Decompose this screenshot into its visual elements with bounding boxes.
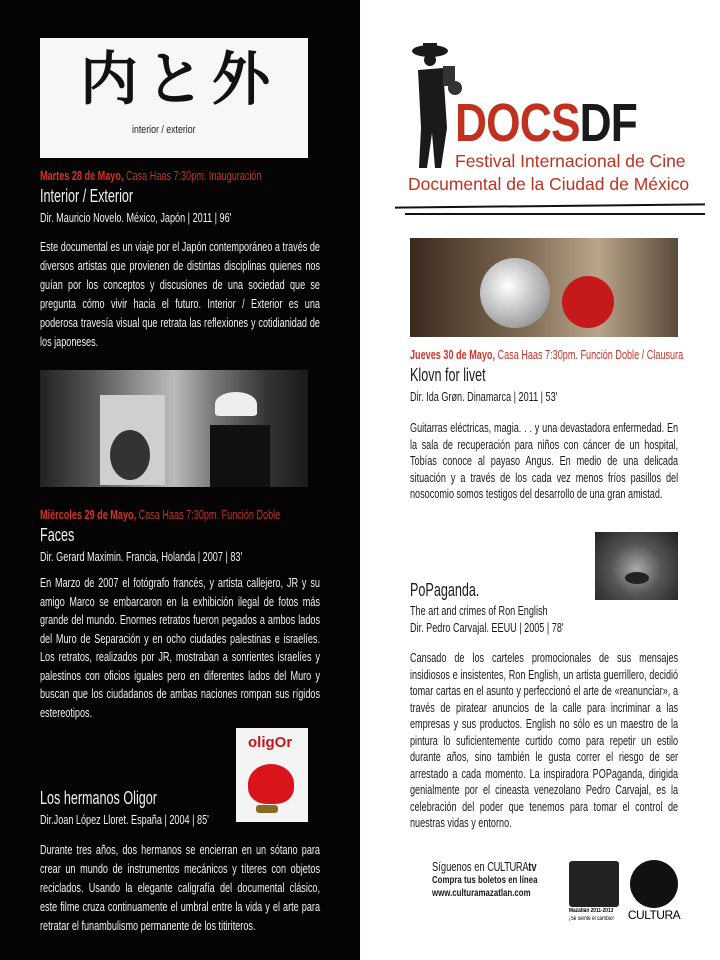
date: Jueves 30 de Mayo, [410,347,495,362]
tickets-text: Compra tus boletos en línea [432,874,538,886]
klovn-photo [410,238,678,337]
docs: DOCS [455,93,580,153]
venue: Casa Haas 7:30pm. Función Doble [136,507,281,522]
film-director: Dir. Gerard Maximin. Francia, Holanda | 2007 | 83' [40,549,243,564]
oligor-poster [236,728,308,822]
divider-line [405,213,705,215]
film-title: Klovn for livet [410,365,486,385]
film-synopsis: En Marzo de 2007 el fotógrafo francés, y artista callejero, JR y su amigo Marco se embarcaron en la exhibición ilegal de fotos más grande del mundo. Enormes retratos fueron pegados a ambos lados del Muro de Separación y en ocho ciudades palestinas e israelíes. Los retratos, realizados por JR, mostraban a sonrientes israelíes y palestinos con oficios iguales pero en diferentes lados del Muro y buscan que los ciudadanos de ambas naciones rompan sus rígidos estereotipos. [40,575,320,720]
interior-exterior-logo [40,38,308,158]
film-director: Dir.Joan López Lloret. España | 2004 | 85' [40,812,209,827]
film-synopsis: Este documental es un viaje por el Japón contemporáneo a través de diversos artistas que provienen de distintas disciplinas quienes nos guían por los conceptos y discusiones de una sociedad que se pregunta cómo vivir hacia el futuro. Interior / Exterior es una poderosa travesía visual que retrata las reflexiones y cotidianidad de los japoneses. [40,239,320,349]
follow-line [432,860,537,874]
cultura-text: CULTURA [487,860,529,874]
venue: Casa Haas 7:30pm. Función Doble / Clausura [494,347,684,362]
df: DF [579,93,638,153]
mazatlan-text: Mazatlán 2011-2013 [569,908,614,914]
tv-text: tv [528,860,537,874]
cultura-logo-text: CULTURA [627,908,681,922]
footer-info [432,860,537,900]
date: Martes 28 de Mayo, [40,168,124,183]
film-subtitle: The art and crimes of Ron English [410,603,548,618]
venue: Casa Haas 7:30pm. Inauguración [123,168,262,183]
mazatlan-logo [569,861,619,925]
slogan-text: ¡Se siente el cambio! [569,916,614,922]
festival-line-1: Festival Internacional de Cine [455,151,686,171]
film-synopsis: Guitarras eléctricas, magia. . . y una devastadora enfermedad. En la sala de recuperación para niños con cáncer de un hospital, Tobías conoce al payaso Angus. En medio de una delicada situación y a través de los cada vez menos fríos pasillos del nosocomio somos testigos del desarrollo de una gran amistad. [410,420,679,501]
screening-date-3 [410,347,683,362]
logo-kanji: 内と外 [80,45,279,113]
docsdf-logo [405,38,695,198]
logo-caption: interior / exterior [132,124,196,136]
date: Miércoles 29 de Mayo, [40,507,137,522]
faces-photo [40,370,308,487]
film-director: Dir. Pedro Carvajal. EEUU | 2005 | 78' [410,620,564,635]
docsdf-wordmark [455,93,638,153]
film-title: Interior / Exterior [40,186,134,206]
film-director: Dir. Ida Grøn. Dinamarca | 2011 | 53' [410,389,558,404]
website-link[interactable]: www.culturamazatlan.com [432,887,531,899]
follow-text: Síguenos en [432,860,488,874]
film-director: Dir. Mauricio Novelo. México, Japón | 2011 | 96' [40,210,232,225]
divider-line [395,203,705,208]
screening-date-2 [40,507,280,522]
festival-line-2: Documental de la Ciudad de México [408,174,690,194]
poster-title: oligOr [248,734,293,751]
popaganda-poster [595,532,678,600]
film-title: Los hermanos Oligor [40,788,157,808]
film-synopsis: Cansado de los carteles promocionales de sus mensajes insidiosos e insistentes, Ron English, un artista guerrillero, decidió tomar cartas en el asunto y perfeccionó el arte de «reanunciar», a través de piratear anuncios de la calle para incriminar a las empresas y sus productos. English no sólo es un maestro de la pintura lo suficientemente curtido como para repetir un estilo durante años, sino también le gusta correr el riesgo de ser arrestado a cada momento. La inspiradora POPaganda, dirigida genialmente por el cineasta venezolano Pedro Carvajal, es la celebración del poder que tenemos para tomar el control de nuestras vidas y entorno. [410,650,679,830]
film-title: PoPaganda. [410,580,480,600]
film-synopsis: Durante tres años, dos hermanos se encierran en un sótano para crear un mundo de instrumentos mecánicos y títeres con objetos reciclados. Usando la elegante caligrafía del documental clásico, este filme cruza continuamente el umbral entre la vida y el arte para retratar el funambulismo permanente de los titiriteros. [40,842,320,933]
screening-date-1 [40,168,262,183]
cultura-logo [626,860,682,926]
film-title: Faces [40,525,75,545]
